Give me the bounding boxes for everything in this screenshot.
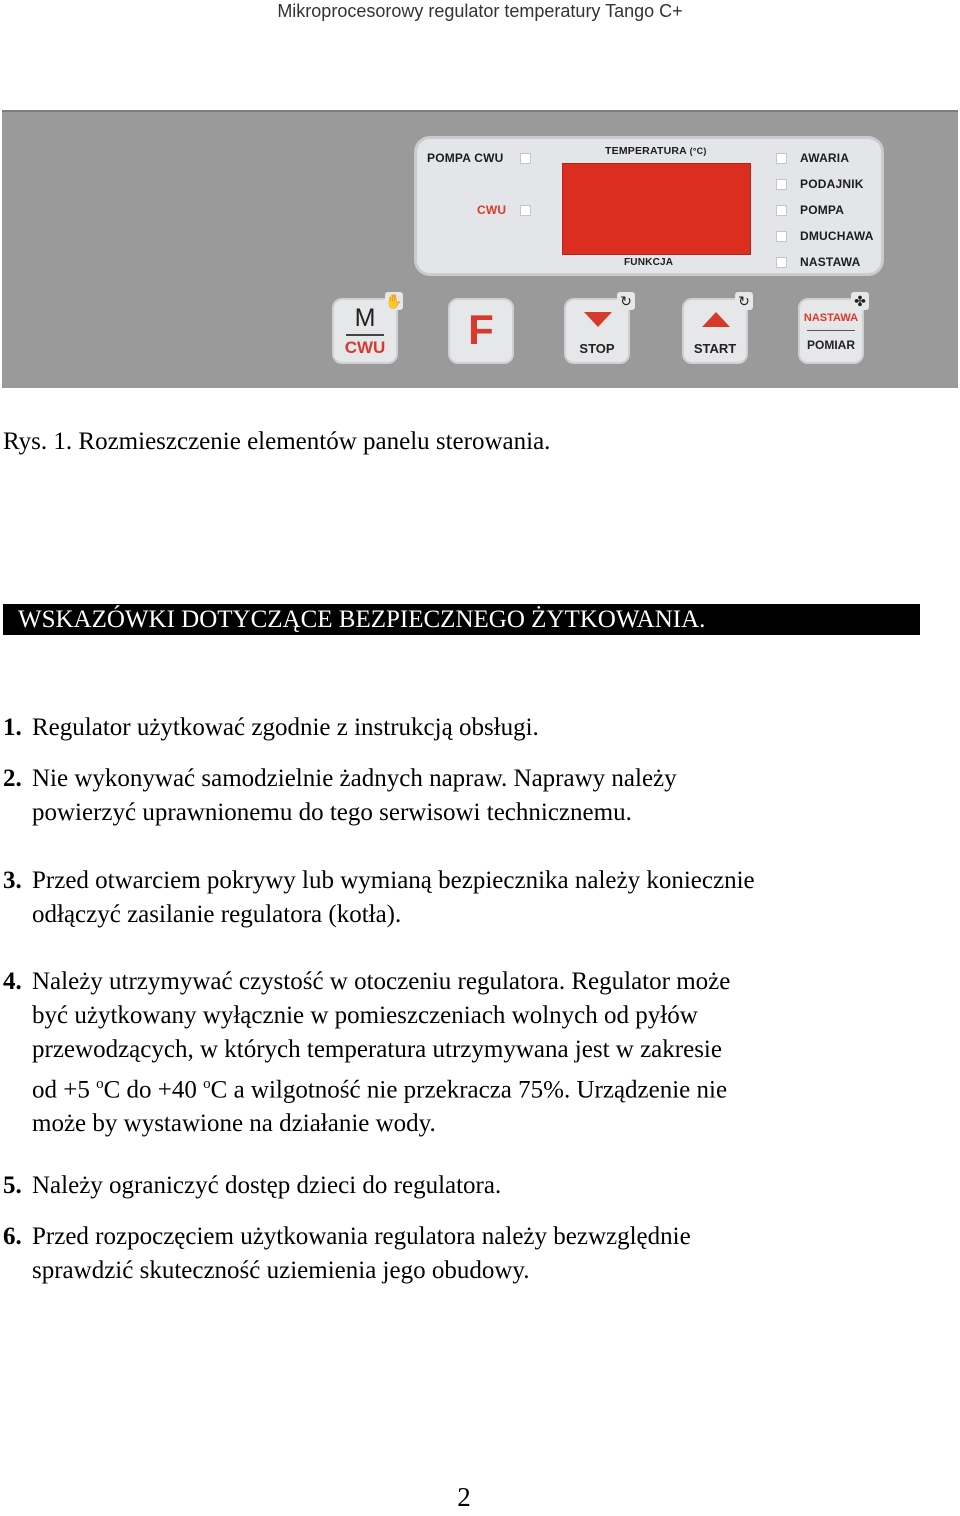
page-number: 2 [457, 1482, 471, 1512]
list-item-1 [3, 711, 539, 745]
arrow-up-icon [702, 312, 730, 327]
item-text: Należy ograniczyć dostęp dzieci do regulatora. [32, 1172, 502, 1199]
f-key-label: F [468, 306, 494, 353]
arrow-down-icon [584, 312, 612, 327]
led-awaria [776, 153, 787, 164]
item-text: być użytkowany wyłącznie w pomieszczeniach wolnych od pyłów [32, 1002, 698, 1029]
stop-key-label: STOP [579, 341, 615, 356]
display-plate [414, 136, 884, 276]
m-cwu-key [332, 293, 403, 364]
list-item-2 [3, 762, 677, 830]
running-header: Mikroprocesorowy regulator temperatury Tango C+ [277, 1, 683, 21]
hand-icon: ✋ [385, 293, 403, 309]
pomiar-key-label: POMIAR [807, 338, 855, 352]
indicator-label-nastawa: NASTAWA [800, 255, 861, 269]
item-number: 2. [3, 765, 22, 792]
indicator-label-podajnik: PODAJNIK [800, 177, 864, 191]
led-nastawa [776, 257, 787, 268]
item-text: Nie wykonywać samodzielnie żadnych napraw. Naprawy należy [32, 765, 677, 792]
display-unit: (°C) [689, 146, 707, 156]
item-text-temperature-range: od +5 $^o$C do +40 $^o$C a wilgotność nie przekracza 75%. Urządzenie nie [32, 1076, 728, 1104]
cwu-key-label: CWU [344, 338, 386, 357]
item-number: 3. [3, 867, 22, 894]
item-number: 5. [3, 1172, 22, 1199]
display-title: TEMPERATURA (°C) [605, 145, 707, 157]
led-podajnik [776, 179, 787, 190]
nastawa-key-divider [807, 330, 855, 331]
indicator-label-cwu: CWU [477, 203, 507, 217]
figure-caption: Rys. 1. Rozmieszczenie elementów panelu sterowania. [3, 428, 551, 455]
led-pompa-cwu [520, 153, 531, 164]
item-number: 1. [3, 714, 22, 741]
list-item-3 [3, 864, 755, 932]
m-key-divider [346, 334, 384, 336]
item-text: Przed rozpoczęciem użytkowania regulatora należy bezwzględnie [32, 1223, 691, 1250]
start-key-label: START [693, 341, 737, 356]
item-text: Należy utrzymywać czystość w otoczeniu regulatora. Regulator może [32, 968, 731, 995]
led-dmuchawa [776, 231, 787, 242]
list-item-6 [3, 1220, 691, 1288]
item-text: przewodzących, w których temperatura utrzymywana jest w zakresie [32, 1036, 722, 1063]
fan-icon: ✤ [851, 292, 869, 310]
item-text: powierzyć uprawnionemu do tego serwisowi technicznemu. [32, 799, 632, 826]
section-title: WSKAZÓWKI DOTYCZĄCE BEZPIECZNEGO ŻYTKOWANIA. [3, 604, 920, 635]
led-pompa [776, 205, 787, 216]
rotate-icon: ↻ [735, 292, 753, 310]
stop-key [564, 293, 632, 364]
item-text: Przed otwarciem pokrywy lub wymianą bezpiecznika należy koniecznie [32, 867, 755, 894]
display-function-label: FUNKCJA [624, 257, 674, 268]
indicator-label-pompa: POMPA [800, 203, 845, 217]
indicator-label-awaria: AWARIA [800, 151, 850, 165]
item-text: sprawdzić skuteczność uziemienia jego obudowy. [32, 1257, 530, 1284]
indicator-label-pompa-cwu: POMPA CWU [427, 151, 504, 165]
nastawa-pomiar-key [798, 293, 866, 364]
f-key [448, 298, 514, 364]
temperature-display [562, 163, 751, 255]
m-key-label: M [354, 304, 376, 332]
led-cwu [520, 205, 531, 216]
item-text: odłączyć zasilanie regulatora (kotła). [32, 901, 402, 928]
start-key [682, 293, 750, 364]
item-number: 4. [3, 968, 22, 995]
list-item-4 [3, 965, 730, 1141]
list-item-5 [3, 1169, 501, 1203]
rotate-icon: ↻ [617, 292, 635, 310]
item-text: może by wystawione na działanie wody. [32, 1110, 436, 1138]
control-panel-figure [2, 110, 958, 388]
nastawa-key-label: NASTAWA [803, 312, 859, 324]
indicator-label-dmuchawa: DMUCHAWA [800, 229, 874, 243]
item-number: 6. [3, 1223, 22, 1250]
item-text: Regulator użytkować zgodnie z instrukcją obsługi. [32, 714, 539, 741]
